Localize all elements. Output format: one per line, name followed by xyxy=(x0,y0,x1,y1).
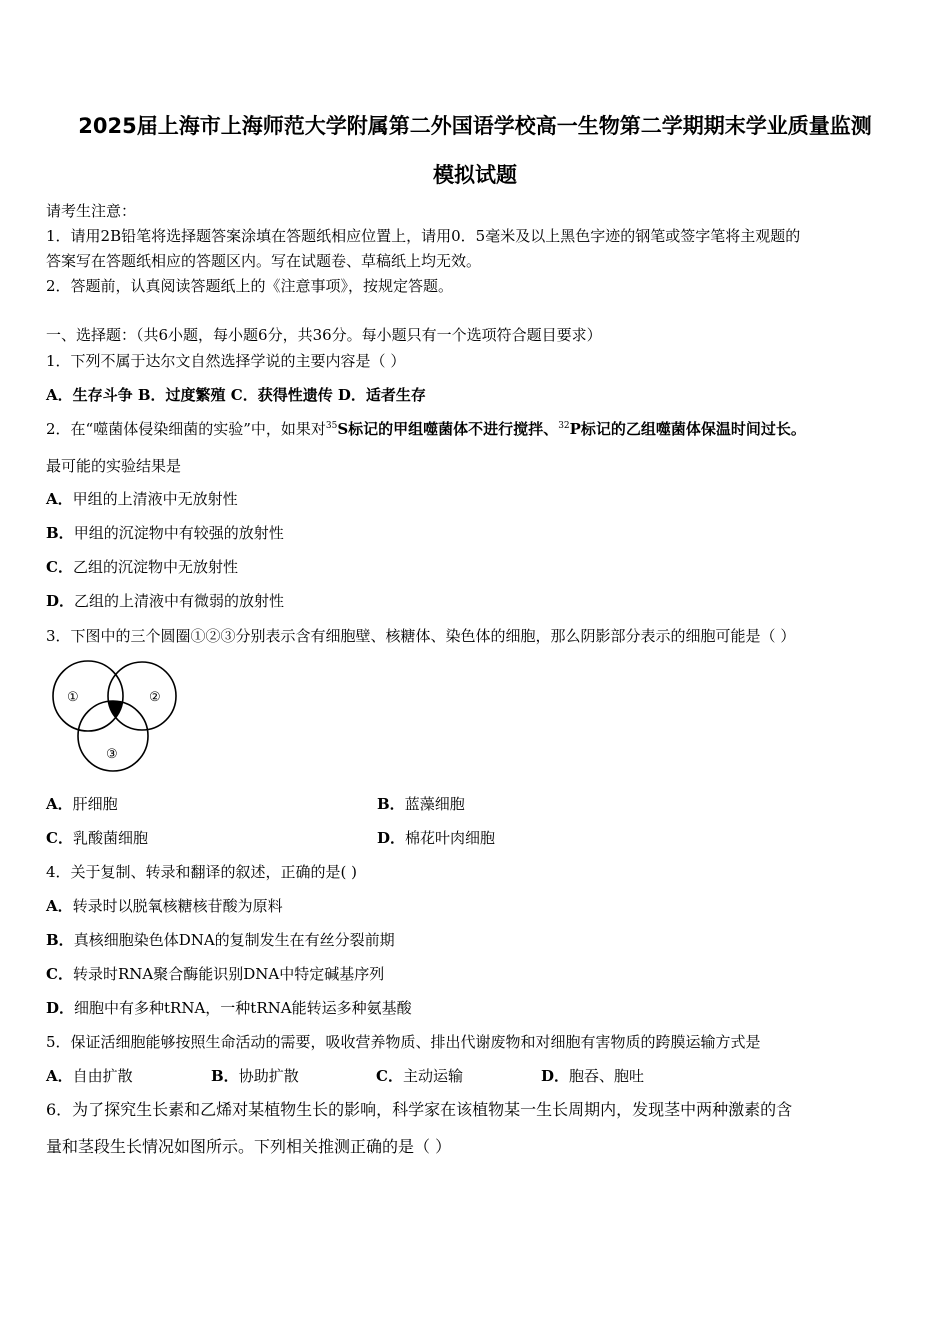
q2-isotope-32: 32 xyxy=(558,421,570,431)
exam-title-line2: 模拟试题 xyxy=(433,163,517,187)
q4-option-c xyxy=(46,963,384,985)
q3-option-a xyxy=(46,793,118,815)
q3-option-c xyxy=(46,827,148,849)
q6-stem-line2: 量和茎段生长情况如图所示。下列相关推测正确的是（ ） xyxy=(46,1137,452,1156)
option-label: D． xyxy=(377,829,406,847)
option-text: 乙组的上清液中有微弱的放射性 xyxy=(74,592,285,610)
option-text: 乙组的沉淀物中无放射性 xyxy=(72,558,238,576)
option-text: 棉花叶肉细胞 xyxy=(405,829,496,847)
q2-stem xyxy=(46,418,806,440)
option-label: B． xyxy=(46,931,74,949)
option-label: B． xyxy=(211,1067,239,1085)
option-text: 甲组的上清液中无放射性 xyxy=(72,490,238,508)
exam-title-line1: 2025届上海市上海师范大学附属第二外国语学校高一生物第二学期期末学业质量监测 xyxy=(78,114,872,138)
q2-option-d xyxy=(46,590,284,612)
q5-option-a xyxy=(46,1065,133,1087)
venn-circle-2 xyxy=(108,662,176,730)
option-text: 自由扩散 xyxy=(72,1067,133,1085)
option-label: D． xyxy=(46,592,75,610)
venn-diagram xyxy=(50,658,180,778)
notice-heading: 请考生注意： xyxy=(46,202,137,220)
option-text: 主动运输 xyxy=(402,1067,463,1085)
section1-heading: 一、选择题：（共6小题，每小题6分，共36分。每小题只有一个选项符合题目要求） xyxy=(46,326,602,344)
option-label: C． xyxy=(46,829,73,847)
venn-circle-1 xyxy=(53,661,123,731)
option-label: B． xyxy=(377,795,405,813)
q1-stem: 1．下列不属于达尔文自然选择学说的主要内容是（ ） xyxy=(46,352,406,370)
option-text: 转录时RNA聚合酶能识别DNA中特定碱基序列 xyxy=(72,965,385,983)
option-label: C． xyxy=(46,965,73,983)
q5-stem: 5．保证活细胞能够按照生命活动的需要，吸收营养物质、排出代谢废物和对细胞有害物质的跨膜运输方式是 xyxy=(46,1033,761,1051)
q2-stem-part-c: P标记的乙组噬菌体保温时间过长。 xyxy=(569,420,806,438)
option-label: A． xyxy=(46,1067,73,1085)
q5-option-b xyxy=(211,1065,299,1087)
q5-option-d xyxy=(541,1065,644,1087)
option-text: 转录时以脱氧核糖核苷酸为原料 xyxy=(72,897,283,915)
option-label: D． xyxy=(46,999,75,1017)
q3-stem: 3．下图中的三个圆圈①②③分别表示含有细胞壁、核糖体、染色体的细胞，那么阴影部分表示的细胞可能是（ ） xyxy=(46,627,796,645)
q2-stem-part-b: S标记的甲组噬菌体不进行搅拌、 xyxy=(337,420,559,438)
option-label: A． xyxy=(46,897,73,915)
q3-option-b xyxy=(377,793,465,815)
option-text: 甲组的沉淀物中有较强的放射性 xyxy=(73,524,284,542)
q3-option-d xyxy=(377,827,495,849)
q4-option-b xyxy=(46,929,395,951)
venn-label-2: ② xyxy=(149,690,161,705)
option-text: 细胞中有多种tRNA，一种tRNA能转运多种氨基酸 xyxy=(74,999,412,1017)
notice-item1-line2: 答案写在答题纸相应的答题区内。写在试题卷、草稿纸上均无效。 xyxy=(46,252,482,270)
option-label: D． xyxy=(541,1067,570,1085)
option-label: B． xyxy=(46,524,74,542)
option-text: 蓝藻细胞 xyxy=(404,795,465,813)
q2-option-a xyxy=(46,488,238,510)
notice-item2: 2．答题前，认真阅读答题纸上的《注意事项》，按规定答题。 xyxy=(46,277,454,295)
q2-stem-line2: 最可能的实验结果是 xyxy=(46,457,182,475)
venn-label-3: ③ xyxy=(106,747,118,762)
q4-option-d xyxy=(46,997,412,1019)
option-text: 协助扩散 xyxy=(238,1067,299,1085)
option-label: C． xyxy=(376,1067,403,1085)
q4-option-a xyxy=(46,895,283,917)
q2-isotope-35: 35 xyxy=(325,421,338,431)
q2-option-b xyxy=(46,522,284,544)
option-label: C． xyxy=(46,558,73,576)
option-text: 胞吞、胞吐 xyxy=(569,1067,645,1085)
option-label: A． xyxy=(46,490,73,508)
venn-label-1: ① xyxy=(67,690,79,705)
option-label: A． xyxy=(46,795,73,813)
q5-option-c xyxy=(376,1065,463,1087)
option-text: 肝细胞 xyxy=(72,795,118,813)
option-text: 真核细胞染色体DNA的复制发生在有丝分裂前期 xyxy=(73,931,395,949)
notice-item1-line1: 1．请用2B铅笔将选择题答案涂填在答题纸相应位置上，请用0．5毫米及以上黑色字迹的钢笔或签字笔将主观题的 xyxy=(46,227,801,245)
q1-options: A．生存斗争 B．过度繁殖 C．获得性遗传 D．适者生存 xyxy=(46,386,426,404)
q2-stem-part-a: 2．在“噬菌体侵染细菌的实验”中，如果对 xyxy=(46,420,326,438)
q4-stem: 4．关于复制、转录和翻译的叙述，正确的是( ) xyxy=(46,863,358,881)
option-text: 乳酸菌细胞 xyxy=(72,829,148,847)
q2-option-c xyxy=(46,556,238,578)
q6-stem-line1: 6．为了探究生长素和乙烯对某植物生长的影响，科学家在该植物某一生长周期内，发现茎中两种激素的含 xyxy=(46,1100,793,1119)
